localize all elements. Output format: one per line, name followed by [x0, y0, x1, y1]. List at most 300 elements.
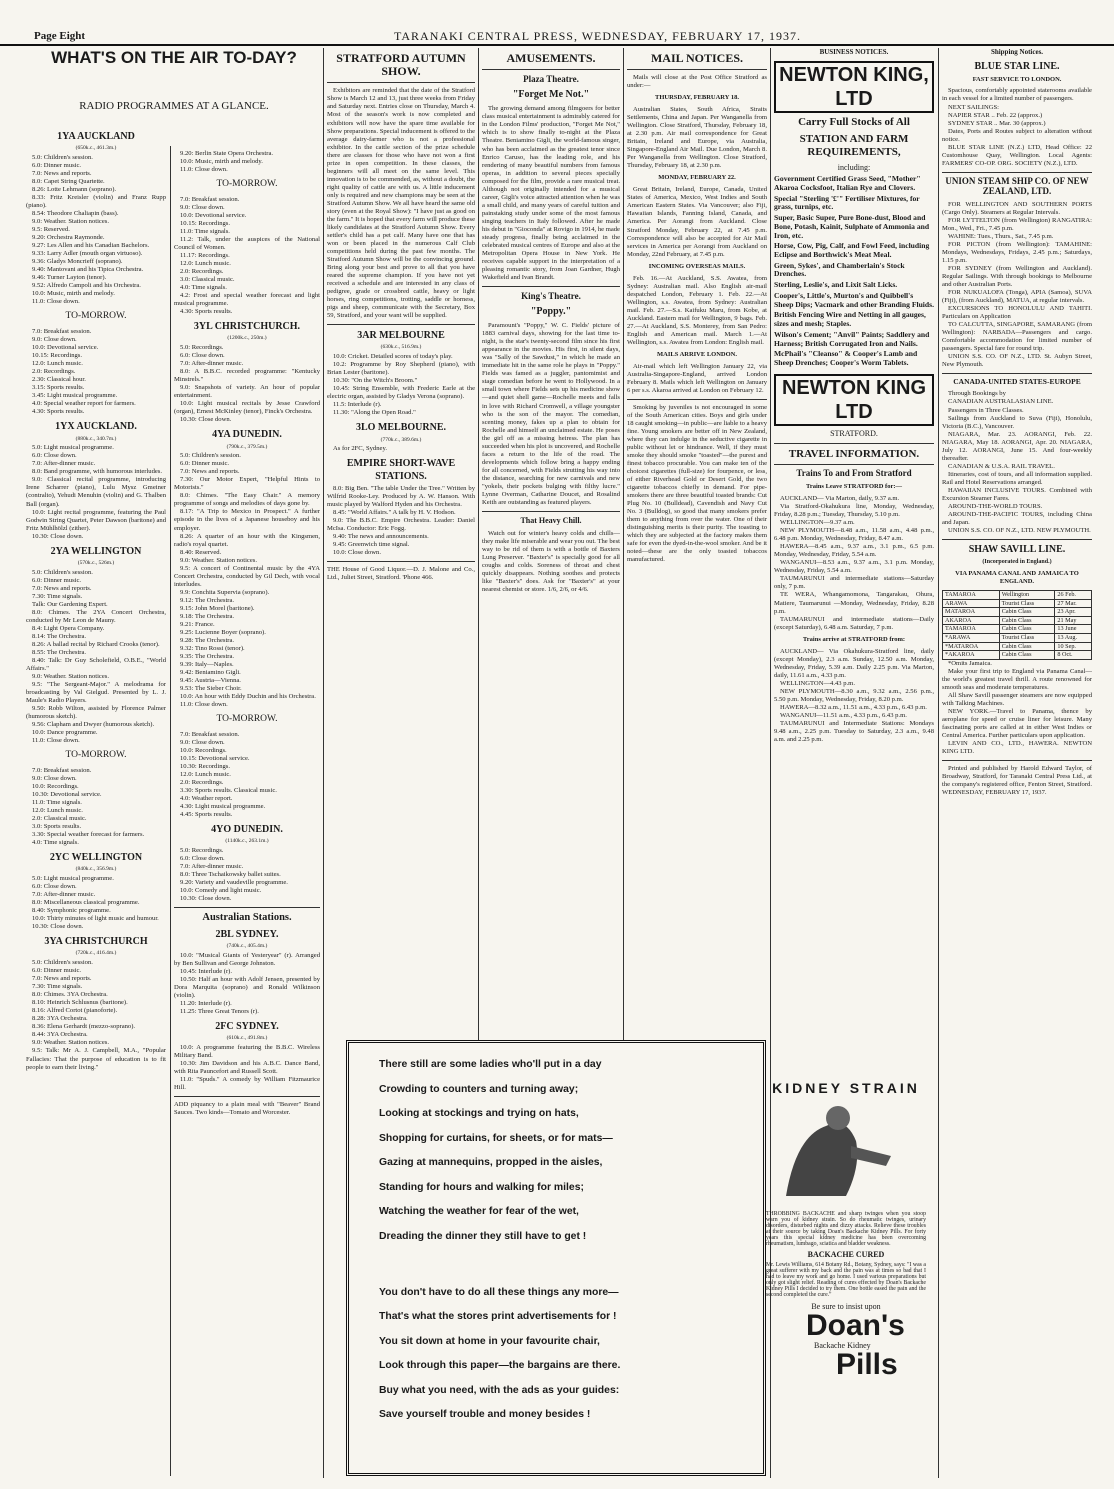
- list-item: 12.0: Lunch music.: [32, 806, 83, 814]
- station-2yc-freq: (840k.c., 356.9m.): [75, 866, 117, 873]
- list-item: 8.0: Three Tschaikowsky ballet suites.: [180, 871, 281, 879]
- trains-leave-heading: Trains Leave STRATFORD for:—: [806, 483, 902, 491]
- table-cell: MATAROA: [943, 608, 1000, 617]
- list-item: 9.28: The Orchestra.: [180, 636, 235, 644]
- list-item: 9.56: Clapham and Dwyer (humorous sketch).: [32, 721, 155, 729]
- station-2ya: 2YA WELLINGTON: [50, 545, 142, 557]
- list-item: 6.0: Close down.: [180, 352, 225, 360]
- list-item: 9.5: Reserved.: [32, 226, 70, 234]
- list-item: 5.0: Light musical programme.: [32, 444, 114, 452]
- list-item: 7.0: News and reports.: [32, 584, 92, 592]
- list-item: 9.46: Turner Layton (tenor).: [32, 274, 107, 282]
- travel-heading: TRAVEL INFORMATION.: [788, 448, 920, 461]
- poem-line: You sit down at home in your favourite chair,: [379, 1335, 600, 1347]
- list-item: 9.5: A concert of Continental music by the 4YA Concert Orchestra, conducted by Gil Dech, with vocal interludes.: [174, 564, 320, 588]
- list-item: 2.0: Recordings.: [180, 267, 224, 275]
- plaza-theatre-heading: Plaza Theatre.: [523, 74, 579, 85]
- kings-theatre-heading: King's Theatre.: [521, 291, 581, 302]
- station-3yl-list: [174, 344, 320, 424]
- list-item: 4.30: Light musical programme.: [180, 803, 266, 811]
- newton-item: Super, Basic Super, Pure Bone-dust, Blood and Bone, Potash, Kainit, Sulphate of Ammonia and Iron, etc.: [774, 213, 930, 240]
- beaver-sauce-ad: ADD piquancy to a plain meal with "Beaver" Brand Sauces. Two kinds—Tomato and Worcester.: [174, 1101, 320, 1117]
- list-item: AUCKLAND— Via Marton, daily, 9.37 a.m.: [780, 495, 900, 503]
- list-item: Passengers in Three Classes.: [948, 406, 1024, 414]
- masthead-title: TARANAKI CENTRAL PRESS, WEDNESDAY, FEBRUARY 17, 1937.: [394, 29, 801, 43]
- station-2bl-freq: (740k.c., 405.4m.): [226, 943, 268, 949]
- station-2fc-list: [174, 1044, 320, 1092]
- stratford-show-heading: STRATFORD AUTUMN SHOW.: [336, 51, 466, 79]
- station-1ya: 1YA AUCKLAND: [57, 131, 135, 142]
- list-item: 10.15: Recordings.: [32, 352, 82, 360]
- list-item: 4.30: Sports results.: [32, 408, 85, 416]
- poem-line: There still are some ladies who'll put in a day: [379, 1059, 602, 1070]
- shaw-savill-heading: SHAW SAVILL LINE.: [968, 544, 1066, 556]
- list-item: 8.40: Symphonic programme.: [32, 907, 111, 915]
- station-4yo-list: [174, 847, 320, 903]
- list-item: 5.0: Recordings.: [180, 847, 224, 855]
- table-row: [943, 651, 1092, 660]
- list-item: Talk: Our Gardening Expert.: [32, 600, 108, 608]
- list-item: Dates, Ports and Routes subject to alteration without notice.: [942, 127, 1092, 143]
- station-3ar-list: [327, 353, 475, 417]
- list-item: 6.0: Dinner music.: [32, 576, 82, 584]
- list-item: 10.30: Close down.: [180, 895, 232, 903]
- list-item: 11.0: Close down.: [32, 737, 80, 745]
- list-item: 10.50: Half an hour with Adolf Jensen, presented by Dora Marquita (soprano) and Ronald Wilkinson (violin).: [174, 975, 320, 999]
- list-item: 5.0: Light musical programme.: [32, 875, 114, 883]
- list-item: 7.0: Breakfast session.: [180, 730, 240, 738]
- amusements-heading: AMUSEMENTS.: [506, 51, 596, 65]
- list-item: 9.0: The B.B.C. Empire Orchestra. Leader: Daniel McIsa. Conductor: Eric Fogg.: [327, 516, 475, 532]
- table-cell: 26 Feb.: [1055, 591, 1092, 600]
- list-item: 9.9: Conchita Supervia (soprano).: [180, 588, 270, 596]
- list-item: 10.0: An hour with Eddy Duchin and his Orchestra.: [180, 693, 316, 701]
- list-item: WAHINE: Tues., Thurs., Sat., 7.45 p.m.: [948, 232, 1054, 240]
- list-item: 9.45: Greenwich time signal.: [333, 540, 410, 548]
- union-steam-list: [942, 201, 1092, 370]
- table-row: [943, 633, 1092, 642]
- list-item: 10.0: Thirty minutes of light music and humour.: [32, 915, 159, 923]
- shaw-savill-via: VIA PANAMA CANAL AND JAMAICA TO ENGLAND.: [955, 570, 1079, 586]
- list-item: 5.0: Children's session.: [180, 452, 241, 460]
- list-item: 11.0: Time signals.: [180, 227, 230, 235]
- page-label: Page Eight: [34, 30, 86, 42]
- list-item: 10.0: Comedy and light music.: [180, 887, 262, 895]
- list-item: CANADIAN & U.S.A. RAIL TRAVEL.: [948, 462, 1055, 470]
- list-item: 9.40: The news and announcements.: [333, 532, 429, 540]
- tomorrow-heading-1: TO-MORROW.: [65, 311, 127, 322]
- list-item: 8.14: The Orchestra.: [32, 632, 87, 640]
- list-item: BLUE STAR LINE (N.Z.) LTD, Head Office: 22 Customhouse Quay, Wellington. Local Agents: FARMERS' CO-OP. ORG. SOCIETY (N.Z.), LTD.: [942, 143, 1092, 167]
- poem-line: Dreading the dinner they still have to get !: [379, 1230, 587, 1242]
- list-item: 6.0: Close down.: [32, 883, 77, 891]
- list-item: 10.30: Recordings.: [180, 762, 230, 770]
- table-cell: 27 Mar.: [1055, 599, 1092, 608]
- list-item: 4.0: Special weather report for farmers.: [32, 400, 136, 408]
- list-item: 3.15: Sports results.: [32, 384, 85, 392]
- station-1ya-list: [26, 154, 166, 307]
- table-row: [943, 591, 1092, 600]
- list-item: 11.0: Close down.: [180, 701, 228, 709]
- list-item: 8.40: Talk: Dr Guy Scholefield, O.B.E., "World Affairs.": [26, 656, 166, 672]
- shaw-savill-list: [942, 660, 1092, 756]
- list-item: 9.0: Close down.: [180, 203, 225, 211]
- list-item: NEW PLYMOUTH—8.48 a.m., 11.58 a.m., 4.48 p.m., 6.48 p.m. Monday, Wednesday, Friday, 8.47 a.m.: [774, 527, 934, 543]
- poem-line: Shopping for curtains, for sheets, or for mats—: [379, 1132, 613, 1144]
- list-item: FOR LYTTELTON (from Wellington) RANGATIRA: Mon., Wed., Fri., 7.45 p.m.: [942, 216, 1092, 232]
- table-cell: Cabin Class: [999, 616, 1055, 625]
- station-1yx-freq: (880k.c., 340.7m.): [75, 435, 117, 442]
- list-item: 5.0: Children's session.: [32, 153, 93, 161]
- canada-list: [942, 390, 1092, 535]
- list-item: UNION S.S. CO. OF N.Z., LTD. St. Aubyn Street, New Plymouth.: [942, 353, 1092, 369]
- list-item: 8.4: Light Opera Company.: [32, 624, 105, 632]
- mails-arrive-body: Air-mail which left Wellington January 22, via Australia-Singapore-England, arrived London February 8. Mails which left Wellington on January 6 per s.s. Akaroa arrived at London on February 12.: [627, 362, 767, 394]
- newton-item: Cooper's, Little's, Murton's and Quibbell's Sheep Dips; Vacmark and other Branding Fluids.: [774, 290, 934, 309]
- poem-line: Watching the weather for fear of the wet,: [379, 1206, 579, 1217]
- station-4yo-freq: (1140k.c., 263.1m.): [225, 838, 269, 845]
- newton-item: Government Certified Grass Seed, "Mother" Akaroa Cocksfoot, Italian Rye and Clovers.: [774, 174, 921, 192]
- radio-subtitle: RADIO PROGRAMMES AT A GLANCE.: [79, 100, 269, 112]
- doans-brand-sub: Backache Kidney: [814, 1341, 871, 1350]
- list-item: 9.50: Robb Wilton, assisted by Florence Palmer (humorous sketch).: [26, 705, 166, 721]
- list-item: 7.0: News and reports.: [32, 975, 92, 983]
- station-2fc-freq: (610k.c., 491.8m.): [226, 1035, 268, 1042]
- table-cell: 8 Oct.: [1055, 651, 1092, 660]
- list-item: 10.0: "Musical Giants of Yesteryear" (r). Arranged by Ben Sullivan and George Johnston.: [174, 951, 320, 967]
- list-item: 8.26: A quarter of an hour with the Kingsmen, radio's royal quartet.: [174, 532, 320, 548]
- list-item: 9.53: The Sieber Choir.: [180, 685, 242, 693]
- mail-notices-heading: MAIL NOTICES.: [650, 51, 744, 65]
- poem-line: Gazing at mannequins, propped in the aisles,: [379, 1157, 603, 1168]
- list-item: 8.0: Big Ben. "The table Under the Tree." Written by Wilfrid Rooke-Ley. Produced by A. W. Hanson. With music played by Walford Hyden and his Orchestra.: [327, 484, 475, 508]
- table-cell: *ARAWA: [943, 633, 1000, 642]
- list-item: 10.0: Devotional service.: [180, 211, 247, 219]
- table-row: [943, 599, 1092, 608]
- station-1yx-list: [26, 444, 166, 540]
- newton-carry: Carry Full Stocks of All: [798, 116, 910, 129]
- list-item: 6.0: Dinner music.: [180, 460, 230, 468]
- list-item: As for 2FC, Sydney.: [333, 445, 387, 453]
- poppy-heading: "Poppy.": [530, 306, 572, 317]
- poem-line: You don't have to do all these things any more—: [379, 1286, 619, 1298]
- shopping-poem-ad: [346, 1040, 766, 1476]
- list-item: 9.42: Beniamino Gigli.: [180, 669, 241, 677]
- blue-star-heading: BLUE STAR LINE.: [974, 60, 1060, 72]
- station-3lo-list: [327, 445, 475, 453]
- list-item: 4.0: Weather report.: [180, 795, 233, 803]
- station-3lo-freq: (770k.c., 389.6m.): [380, 436, 422, 443]
- list-item: 9.0: Weather. Station notices.: [32, 672, 109, 680]
- list-item: 9.0: Close down.: [32, 336, 77, 344]
- australian-stations-heading: Australian Stations.: [202, 912, 292, 924]
- poem-line: Standing for hours and walking for miles;: [379, 1181, 584, 1193]
- list-item: 9.20: Orchestra Raymonde.: [32, 234, 105, 242]
- poem-line: Crowding to counters and turning away;: [379, 1083, 579, 1095]
- station-3ya: 3YA CHRISTCHURCH: [44, 936, 148, 948]
- list-item: 10.0: Dance programme.: [32, 729, 98, 737]
- amusements-column: [482, 48, 620, 1040]
- list-item: 8.26: Lotte Lehmann (soprano).: [32, 186, 117, 194]
- station-2ya-list: [26, 569, 166, 746]
- list-item: 10.0: Cricket. Detailed scores of today's play.: [333, 353, 453, 361]
- list-item: Via Stratford-Okahukura line, Monday, Wednesday, Friday, 8.28 p.m.; Tuesday, Thursday, 5.10 p.m.: [774, 503, 934, 519]
- blue-star-list: [942, 87, 1092, 167]
- list-item: 10.15: Devotional service.: [180, 754, 250, 762]
- list-item: 9.52: Alfredo Campoli and his Orchestra.: [32, 282, 141, 290]
- list-item: 8.33: Fritz Kreisler (violin) and Franz Rupp (piano).: [26, 194, 166, 210]
- list-item: HAWAIIAN INCLUSIVE TOURS. Combined with Excursion Steamer Fares.: [942, 486, 1092, 502]
- table-cell: 10 Sep.: [1055, 642, 1092, 651]
- newton-item: Horse, Cow, Pig, Calf, and Fowl Feed, including Eclipse and Borthwick's Meat Meal.: [774, 241, 930, 260]
- list-item: 3.30: Sports results. Classical music.: [180, 787, 277, 795]
- list-item: 2.0: Recordings.: [180, 779, 224, 786]
- tomorrow-heading-2: TO-MORROW.: [65, 750, 127, 761]
- list-item: 8.44: 3YA Orchestra.: [32, 1031, 88, 1039]
- radio2-top-list: [174, 150, 320, 174]
- list-item: 8.0: Capet String Quartette.: [32, 177, 105, 185]
- list-item: 9.21: France.: [180, 620, 215, 628]
- list-item: 7.30: Our Motor Expert, "Helpful Hints to Motorists.": [174, 476, 320, 492]
- list-item: 11.0: Close down.: [180, 166, 228, 174]
- station-3ar-freq: (630k.c., 516.9m.): [380, 344, 422, 351]
- insist-text: Be sure to insist upon: [811, 1302, 881, 1311]
- poem-line: Buy what you need, with the ads as your guides:: [379, 1384, 620, 1396]
- list-item: 9.27: Les Allen and his Canadian Bachelors.: [32, 242, 150, 250]
- list-item: 7.0: After-dinner music.: [180, 863, 244, 871]
- list-item: HAWERA—8.45 a.m., 9.37 a.m., 3.1 p.m., 6.5 p.m. Monday, Wednesday, Friday, 5.54 a.m.: [774, 543, 934, 559]
- list-item: 8.55: The Orchestra.: [32, 648, 87, 656]
- station-2yc-list: [26, 875, 166, 931]
- table-cell: AKAROA: [943, 616, 1000, 625]
- shipping-column: [942, 48, 1092, 1478]
- list-item: 9.33: Larry Adler (mouth organ virtuoso).: [32, 250, 143, 258]
- list-item: 4.2: Frost and special weather forecast and light musical programme.: [174, 292, 320, 308]
- list-item: WELLINGTON—4.43 p.m.: [780, 679, 855, 687]
- list-item: 7.0: After-dinner music.: [32, 460, 96, 468]
- list-item: 7.0: Breakfast session.: [32, 328, 92, 336]
- list-item: 8.0: Chimes. The 2YA Concert Orchestra, conducted by Mr Leon de Mauny.: [26, 608, 166, 624]
- union-steam-heading: UNION STEAM SHIP CO. OF NEW ZEALAND, LTD.: [945, 175, 1089, 196]
- canada-heading: CANADA-UNITED STATES-EUROPE: [953, 377, 1081, 387]
- tomorrow-heading-3: TO-MORROW.: [216, 179, 278, 190]
- newton-including: including:: [837, 162, 871, 172]
- list-item: 10.0: A programme featuring the B.B.C. Wireless Military Band.: [174, 1043, 320, 1059]
- list-item: TAUMARUNUI and intermediate stations—Daily (except Saturday), 6.48 a.m. Saturday, 7 p.m.: [774, 615, 934, 631]
- list-item: 2.0: Recordings.: [32, 368, 76, 376]
- list-item: 8.16: Alfred Cortot (pianoforte).: [32, 1007, 118, 1015]
- list-item: 9.20: Berlin State Opera Orchestra.: [180, 150, 274, 157]
- mail-monday-heading: MONDAY, FEBRUARY 22.: [658, 174, 736, 182]
- list-item: 9.45: Austria—Vienna.: [180, 677, 241, 685]
- table-row: [943, 616, 1092, 625]
- imprint: Printed and published by Harold Edward Taylor, of Broadway, Stratford, for Taranaki Central Press Ltd., at the company's registered office, Fenton Street, Stratford. WEDNESDAY, FEBRUARY 17, 1937.: [942, 765, 1092, 797]
- heavy-chill-body: Watch out for winter's heavy colds and chills—they make life miserable and wear you out. The best way to be rid of them is with a bottle of Baxters Lung Preserver. "Baxter's" is specially good for all coughs and colds. Soreness of throat and chest quickly disappears. Nothing soothes and protects like "Baxter's" does. Ask for "Baxter's" at your nearest chemist or store. 1/6, 2/6, or 4/6.: [482, 529, 620, 593]
- station-2bl-list: [174, 952, 320, 1016]
- list-item: 11.5: Interlude (r).: [333, 401, 382, 409]
- list-item: 11.30: "Along the Open Road.": [333, 409, 416, 417]
- list-item: 9.0: Weather. Station notices.: [180, 556, 257, 564]
- business-column: [774, 48, 934, 1058]
- list-item: 10.30: Close down.: [180, 416, 232, 424]
- list-item: Through Bookings by: [948, 390, 1006, 398]
- list-item: 9.5: Talk: Mr A. J. Campbell, M.A., "Popular Fallacies: That the purpose of education is to fit people to earn their living.": [26, 1047, 166, 1071]
- list-item: 8.26: A ballad recital by Richard Crooks (tenor).: [32, 640, 160, 648]
- list-item: 5.0: Recordings.: [180, 344, 224, 352]
- list-item: 10.0: Recordings.: [180, 746, 227, 754]
- list-item: 4.0: Time signals.: [180, 284, 227, 292]
- kidney-man-illustration: [766, 1096, 926, 1206]
- list-item: 9.18: The Orchestra.: [180, 612, 235, 620]
- kidney-strain-title: KIDNEY STRAIN: [772, 1080, 920, 1096]
- station-3ar: 3AR MELBOURNE: [357, 330, 445, 342]
- list-item: NEW YORK.—Travel to Panama, thence by aeroplane for speed or cruise liner for leisure. Many fascinating ports are called at in either West Indies or Central America. Further particulars upon application.: [942, 707, 1092, 739]
- list-item: LEVIN AND CO., LTD., HAWERA. NEWTON KING LTD.: [942, 739, 1092, 756]
- list-item: 7.30: Time signals.: [32, 983, 83, 991]
- list-item: 8.17: "A Trip to Mexico in Prospect." A further episode in the lives of a Japanese houseboy and his employer.: [174, 508, 320, 532]
- poem-line: Look through this paper—the bargains are there.: [379, 1360, 621, 1371]
- table-cell: ARAWA: [943, 599, 1000, 608]
- newton-station: STATION AND FARM REQUIREMENTS,: [799, 132, 909, 159]
- list-item: 9.0: Classical recital programme, introducing Irene Scharrer (piano), Lulu Mysz Gmeiner (contralto), Yehudi Menuhin (violin) and G. Thalben Ball (organ).: [26, 476, 166, 508]
- list-item: 11.0: Close down.: [32, 298, 80, 306]
- incoming-mails-heading: INCOMING OVERSEAS MAILS.: [648, 262, 746, 270]
- list-item: 8.36: Elena Gerhardt (mezzo-soprano).: [32, 1023, 136, 1031]
- list-item: 12.0: Lunch music.: [180, 770, 231, 778]
- station-2ya-freq: (570k.c., 526m.): [77, 559, 115, 566]
- kings-body: Paramount's "Poppy," W. C. Fields' picture of 1883 carnival days, showing for the last time to-night, is the star's twenty-second film since his first appearance in the movies. His first, in silent days, was "Sally of the Sawdust," in which he made an immediate hit in the same role he plays in "Poppy." Fields was famed as a juggler, pantomimist and stage comedian before he went to Hollywood. In a small town where Fields sets up his medicine show—and quiet shell game—Rochelle meets and falls in love with Richard Cromwell, a village youngster who is the son of the mayor. The comedian, scenting money, fakes up a plan to obtain for Rochelle and himself an unclaimed estate. He poses the girl off as a missing heiress. The plan has succeeded when his plot is uncovered, and Rochelle faces a return to the life of the road. The developments which follow bring a happy ending for all concerned, with Fields strutting his way into the distance, searching for new carnivals and new "yokels, their pockets bulging with filthy lucre." Lynne Overman, Catharine Doucet, and Rosalind Keith are outstanding as featured players.: [482, 322, 620, 506]
- list-item: AUCKLAND— Via Okahukura-Stratford line, daily (except Monday), 2.3 a.m. Sunday, 12.50 a.m. Monday, Wednesday, Friday, 5.39 a.m. Daily 2.25 p.m. Via Marton, daily, 11.61 a.m., 4.33 p.m.: [774, 647, 934, 679]
- list-item: FOR SYDNEY (from Wellington and Auckland). Regular Sailings. With through bookings to Melbourne and other Australian Ports.: [942, 264, 1092, 288]
- list-item: TAUMARUNUI and Intermediate Stations: Mondays 9.48 a.m., 2.25 p.m. Tuesday to Saturday, 2.3 a.m., 9.48 a.m. and 2.25 p.m.: [774, 719, 934, 743]
- list-item: 4.45: Sports results.: [180, 811, 233, 819]
- doans-brand: Doan's: [806, 1309, 905, 1342]
- list-item: 9.32: Tino Rossi (tenor).: [180, 644, 245, 652]
- list-item: 11.17: Recordings.: [180, 251, 230, 259]
- list-item: TE WERA, Whangamomona, Tangarakau, Ohura, Matiere, Taumarunui —Monday, Wednesday, Friday, 8.28 p.m.: [774, 591, 934, 615]
- poem-line: Looking at stockings and trying on hats,: [379, 1108, 579, 1119]
- table-cell: Cabin Class: [999, 625, 1055, 634]
- newton-item: Wilson's Cement; "Anvil" Paints; Saddlery and Harness; British Corrugated Iron and Nails.: [774, 329, 930, 348]
- newton-item: Green, Sykes', and Chamberlain's Stock Drenches.: [774, 260, 905, 279]
- list-item: NEW PLYMOUTH—8.30 a.m., 9.32 a.m., 2.56 p.m., 5.50 p.m. Monday, Wednesday, Friday, 8.20 p.m.: [774, 687, 934, 703]
- list-item: CANADIAN AUSTRALASIAN LINE.: [948, 398, 1054, 406]
- table-cell: TAMAROA: [943, 625, 1000, 634]
- list-item: 7.0: Breakfast session.: [180, 195, 240, 203]
- list-item: 11.25: Three Great Tenors (r).: [180, 1007, 259, 1015]
- list-item: 7.30: Time signals.: [32, 592, 83, 600]
- station-4yo: 4YO DUNEDIN.: [211, 824, 283, 836]
- list-item: 10.45: String Ensemble, with Frederic Earle at the electric organ, assisted by Gladys Verona (soprano).: [327, 385, 475, 401]
- shaw-savill-sub: (Incorporated in England.): [982, 559, 1052, 566]
- list-item: 5.0: Children's session.: [32, 568, 93, 576]
- newton-king-logo: NEWTON KING, LTD: [774, 61, 934, 114]
- list-item: 10.15: Recordings.: [180, 219, 230, 227]
- list-item: 4.0: Time signals.: [32, 839, 79, 847]
- list-item: 2.0: Classical music.: [32, 815, 87, 823]
- station-4ya-freq: (790k.c., 379.5m.): [226, 443, 268, 450]
- list-item: 9.36: Gladys Moncrieff (soprano).: [32, 258, 123, 266]
- backache-cured-heading: BACKACHE CURED: [807, 1250, 885, 1259]
- list-item: Spacious, comfortably appointed staterooms available in each vessel for a limited number of passengers.: [942, 87, 1092, 103]
- list-item: 7.0: Breakfast session.: [32, 766, 92, 774]
- list-item: 8.0: A B.B.C. recorded programme: "Kentucky Minstrels.": [174, 368, 320, 384]
- list-item: FOR PICTON (from Wellington): TAMAHINE: Mondays, Wednesdays, Fridays, 2.45 p.m.; Saturdays, 1.15 p.m.: [942, 240, 1092, 264]
- list-item: 10.30: "On the Witch's Broom.": [333, 377, 418, 385]
- station-1ya-tomorrow-list: [26, 328, 166, 416]
- table-cell: 13 Aug.: [1055, 633, 1092, 642]
- list-item: 10.30: Jim Davidson and his A.B.C. Dance Band, with Rita Pauncefort and Russell Scott.: [174, 1059, 320, 1075]
- list-item: 10.30: Close down.: [32, 923, 84, 931]
- list-item: 8.28: 3YA Orchestra.: [32, 1015, 88, 1023]
- list-item: 10.0: Close down.: [333, 548, 381, 556]
- poem-line: That's what the stores print advertisements for !: [379, 1311, 617, 1322]
- list-item: 7.0: News and reports.: [180, 468, 240, 476]
- list-item: 8.0: Miscellaneous classical programme.: [32, 899, 140, 907]
- list-item: All Shaw Savill passenger steamers are now equipped with Talking Machines.: [942, 691, 1092, 707]
- radio2-tomorrow-list: [174, 196, 320, 316]
- doans-pills: Pills: [836, 1348, 898, 1381]
- list-item: FOR NUKUALOFA (Tonga), APIA (Samoa), SUVA (Fiji), (from Auckland), MATUA, at regular intervals.: [942, 288, 1092, 304]
- poem-line: Save yourself trouble and money besides !: [379, 1409, 591, 1420]
- list-item: 8.0: Band programme, with humorous interludes.: [32, 468, 163, 476]
- list-item: UNION S.S. CO. OF N.Z., LTD. NEW PLYMOUTH.: [948, 526, 1091, 534]
- blue-star-sub: FAST SERVICE TO LONDON.: [972, 75, 1062, 83]
- list-item: 11.2: Talk, under the auspices of the National Council of Women.: [174, 235, 320, 251]
- newton-items: [774, 175, 934, 367]
- table-cell: Cabin Class: [999, 608, 1055, 617]
- list-item: 10.2: Programme by Roy Shepherd (piano), with Brian Lester (baritone).: [327, 361, 475, 377]
- list-item: 7.0: After-dinner music.: [32, 891, 96, 899]
- list-item: 8.54: Theodore Chaliapin (bass).: [32, 210, 119, 218]
- list-item: TAUMARUNUI and intermediate stations—Saturday only, 7 p.m.: [774, 575, 934, 591]
- list-item: WANGANUI—11.51 a.m., 4.33 p.m., 6.43 p.m.: [780, 711, 907, 719]
- list-item: 9.5: "The Sergeant-Major." A melodrama for broadcasting by Val Gielgud. Presented by L. J. Maule's Radio Players.: [26, 681, 166, 705]
- list-item: 10.0: Light musical recitals by Jesse Crawford (organ), Ernest McKinley (tenor), Finck's Orchestra.: [174, 400, 320, 416]
- newton-town: STRATFORD.: [830, 429, 878, 439]
- empire-heading: EMPIRE SHORT-WAVE STATIONS.: [346, 458, 456, 482]
- list-item: 9.0: Snapshots of variety. An hour of popular entertainment.: [174, 384, 320, 400]
- heavy-chill-heading: That Heavy Chill.: [520, 515, 582, 525]
- list-item: 10.30: Devotional service.: [32, 790, 102, 798]
- trains-heading: Trains To and From Stratford: [796, 468, 912, 479]
- table-cell: Tourist Class: [999, 633, 1055, 642]
- list-item: 6.0: Close down.: [180, 855, 225, 863]
- list-item: 10.0: Devotional service.: [32, 344, 99, 352]
- list-item: 3.0: Classical music.: [180, 275, 235, 283]
- newton-item: McPhail's "Cleanso" & Cooper's Lamb and Sheep Drenches; Cooper's Worm Tablets.: [774, 349, 918, 367]
- list-item: 9.40: Mantovani and his Tipica Orchestra.: [32, 266, 144, 274]
- list-item: 12.0: Lunch music.: [32, 360, 83, 368]
- list-item: HAWERA—8.32 a.m., 11.51 a.m., 4.33 p.m., 6.43 p.m.: [780, 703, 927, 711]
- poem-line: [379, 1255, 763, 1273]
- list-item: 6.0: Dinner music.: [32, 161, 82, 169]
- incoming-mails-body: Feb. 16.—At Auckland, S.S. Awatea, from Sydney: Australian mail. Also English air-mail despatched London, February 1. Feb. 22.—At Wellington, s.s. Awatea, from Sydney: Australian mail. Feb. 27.—S.s. Kaifuku Maru, from Kobe, at Auckland. Eastern mail for Wellington, 9 bags. Feb. 27.—At Auckland, S.S. Monterey, from San Pedro: English and American mail. March 1.—At Wellington, s.s. Awatea from London: English mail.: [627, 274, 767, 346]
- list-item: 10.0: Recordings.: [32, 782, 79, 790]
- mail-intro: Mails will close at the Post Office Stratford as under:—: [627, 74, 767, 90]
- list-item: 2.30: Classical hour.: [32, 376, 86, 384]
- list-item: TO CALCUTTA, SINGAPORE, SAMARANG (from Wellington): NARBADA—Passengers and cargo. Comfortable accommodation for limited number of passengers. Special fare for round trip.: [942, 321, 1092, 353]
- table-row: [943, 642, 1092, 651]
- radio-column-2: [174, 150, 320, 1478]
- list-item: 9.0: Close down.: [32, 774, 77, 782]
- table-row: [943, 625, 1092, 634]
- table-cell: Tourist Class: [999, 599, 1055, 608]
- newton-king-logo-2: NEWTON KING LTD: [774, 374, 934, 427]
- table-cell: *AKAROA: [943, 651, 1000, 660]
- mails-arrive-heading: MAILS ARRIVE LONDON.: [657, 350, 737, 358]
- forget-me-not-heading: "Forget Me Not.": [512, 89, 590, 101]
